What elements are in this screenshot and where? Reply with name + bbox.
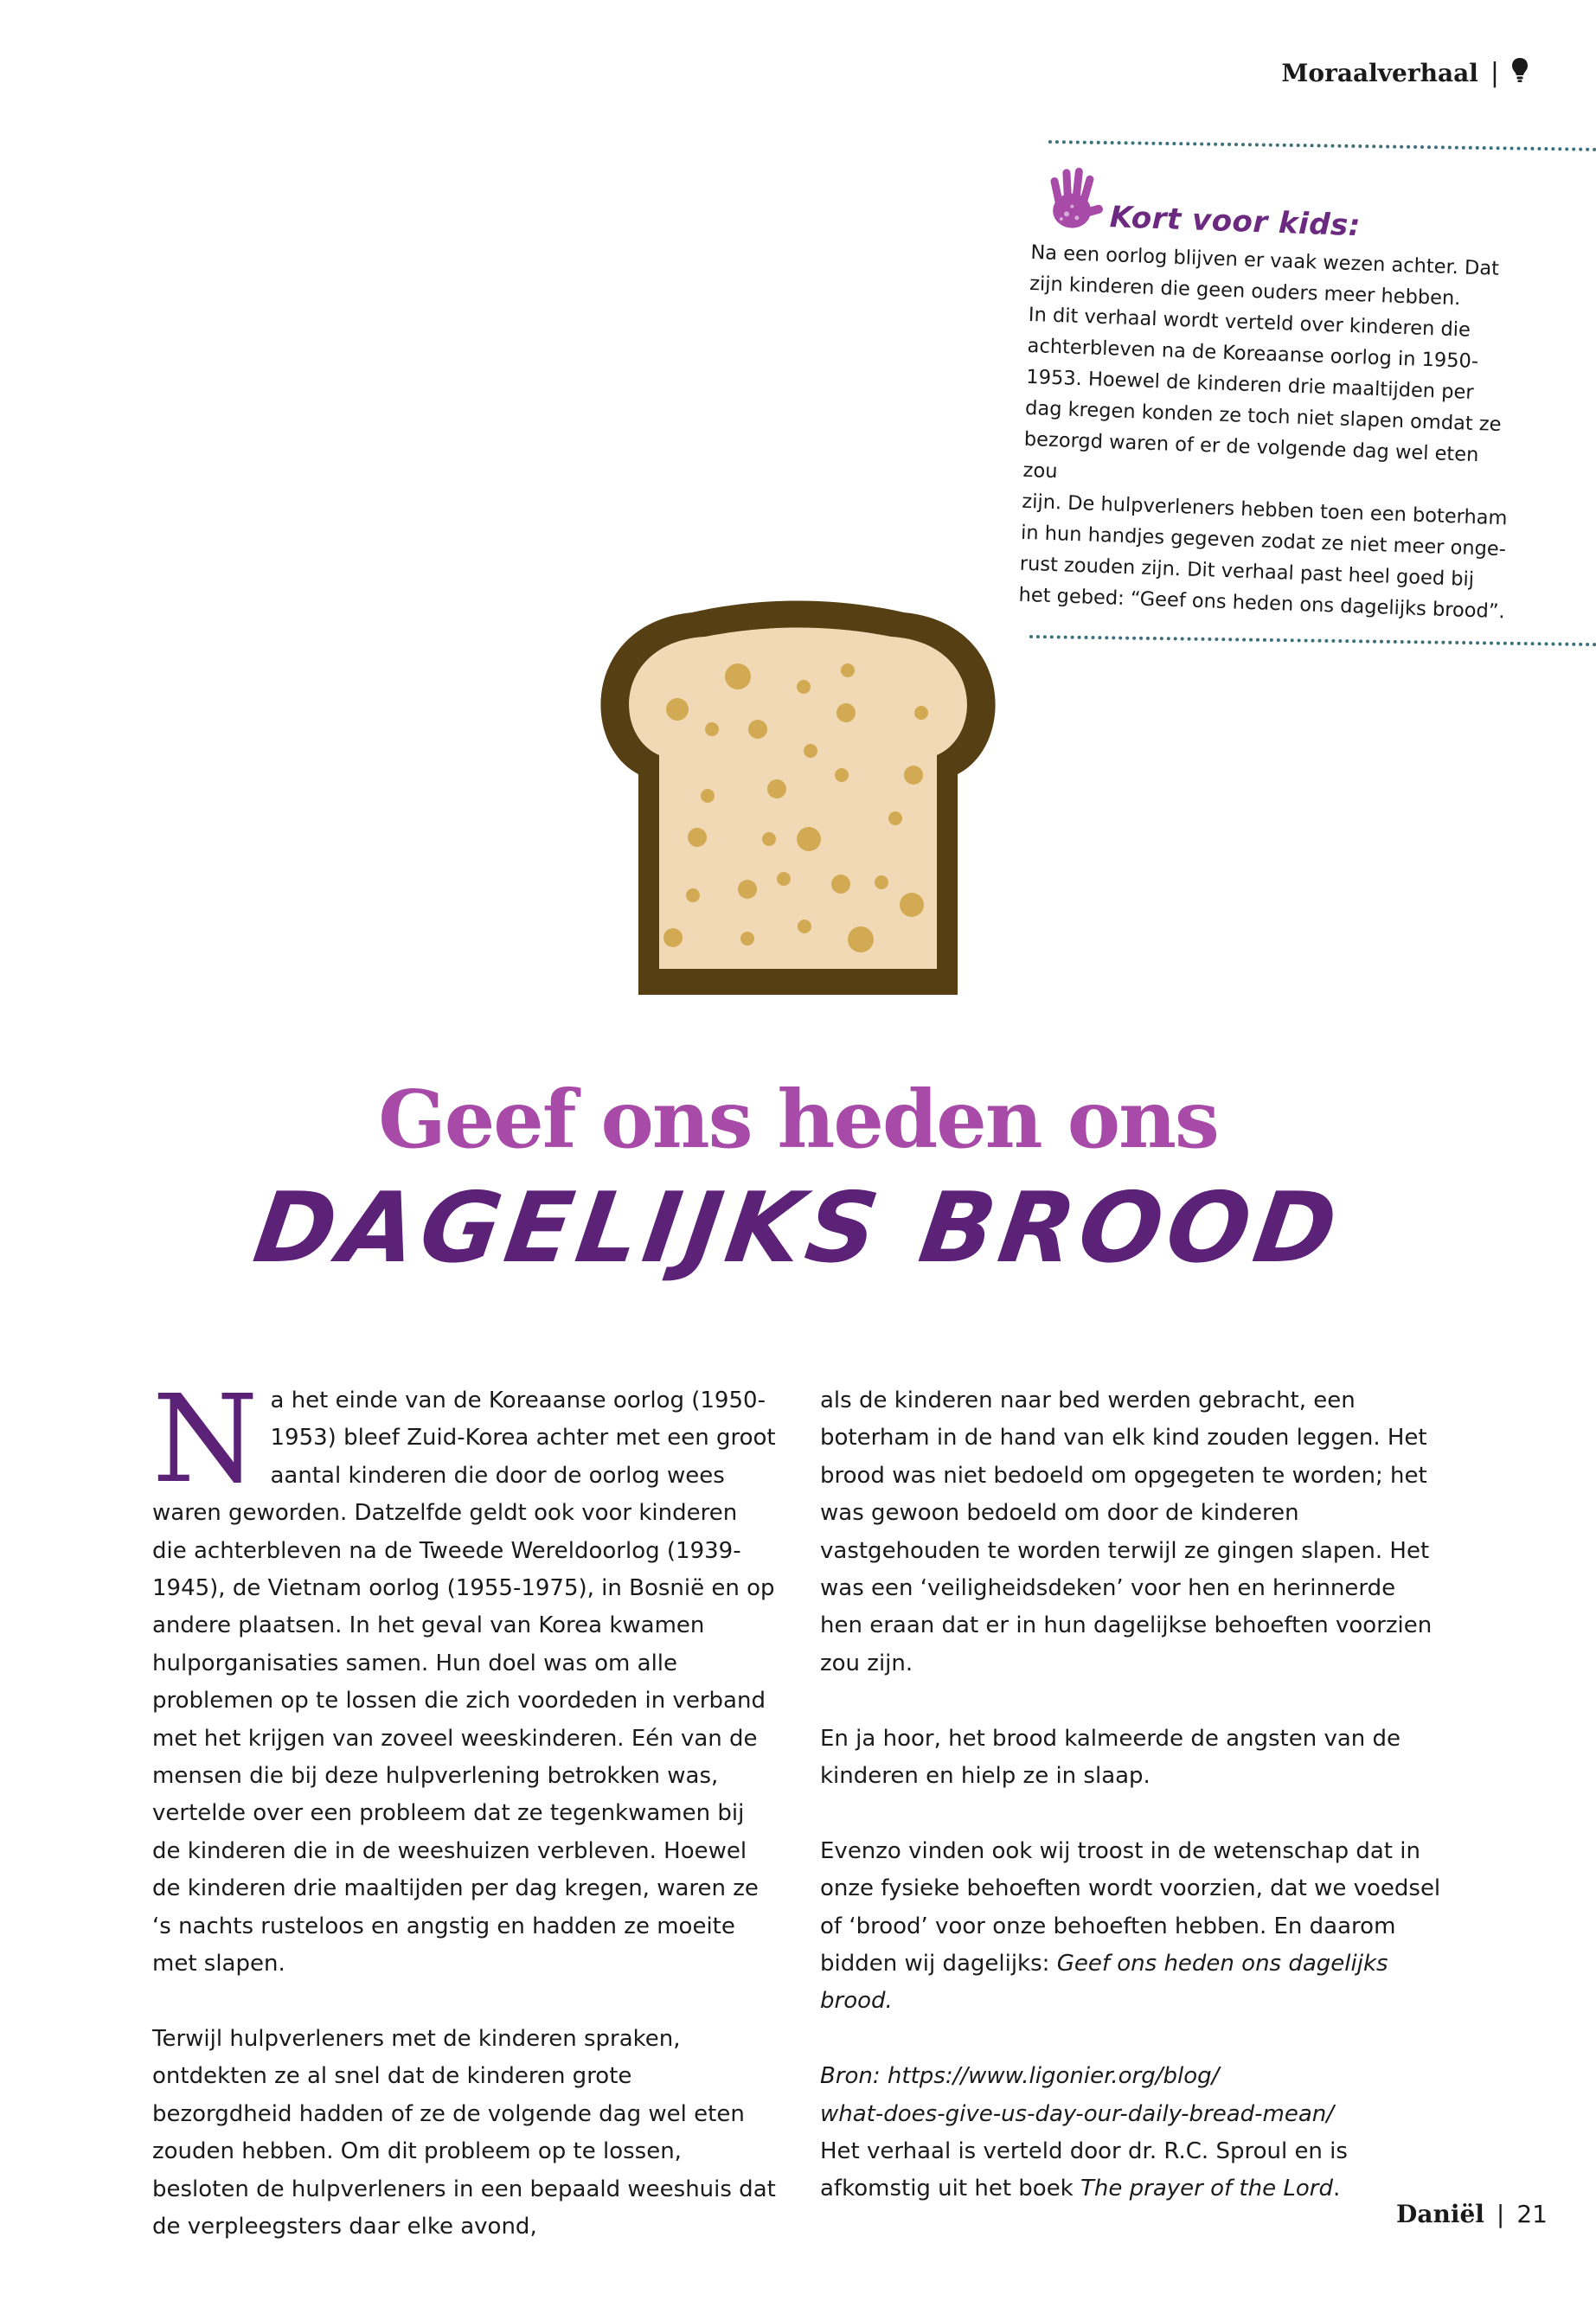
credit-end: . <box>1332 2176 1341 2202</box>
handprint-icon <box>1042 164 1106 237</box>
source-url-line2: what-does-give-us-day-our-daily-bread-mean/ <box>820 2100 1335 2127</box>
article-column-right <box>820 1382 1445 2208</box>
kids-box-line: rust zouden zijn. Dit verhaal past heel goed bij <box>1019 552 1475 592</box>
credit-text: Het verhaal is verteld door dr. R.C. Sproul en is afkomstig uit het boek <box>820 2138 1348 2202</box>
header-separator: | <box>1490 58 1499 88</box>
kids-box-line: zijn. De hulpverleners hebben toen een boterham <box>1021 490 1508 530</box>
book-title: The prayer of the Lord <box>1080 2176 1333 2202</box>
drop-cap: N <box>152 1369 259 1510</box>
article-title: Geef ons heden ons <box>378 1073 1218 1166</box>
magazine-name: Daniël <box>1396 2200 1484 2228</box>
footer-separator: | <box>1496 2200 1505 2228</box>
paragraph-text: Evenzo vinden ook wij troost in de wetenschap dat in onze fysieke behoeften wordt voorzien, dat we voedsel of ‘brood’ voor onze behoeften hebben. En daarom bidden wij dagelijks: <box>820 1837 1441 1977</box>
page-footer <box>1396 2200 1548 2228</box>
kids-box-line: bezorgd waren of er de volgende dag wel eten zou <box>1022 427 1479 484</box>
paragraph-text: a het einde van de Koreaanse oorlog (1950-1953) bleef Zuid-Korea achter met een groot aantal kinderen die door de oorlog wees waren geworden. Datzelfde geldt ook voor kinderen die achterbleven na de Tweede Wereldoorlog (1939-1945), de Vietnam oorlog (1955-1975), in Bosnië en op andere plaatsen. In het geval van Korea kwamen hulporganisaties samen. Hun doel was om alle problemen op te lossen die zich voordeden in verband met het krijgen van zoveel weeskinderen. Eén van de mensen die bij deze hulpverlening betrokken was, vertelde over een probleem dat ze tegenkwamen bij de kinderen die in de weeshuizen verbleven. Hoewel de kinderen drie maaltijden per dag kregen, waren ze ‘s nachts rusteloos en angstig en hadden ze moeite met slapen. <box>152 1388 776 1977</box>
kids-box-line: In dit verhaal wordt verteld over kinderen die <box>1028 303 1471 342</box>
kids-box-line: het gebed: “Geef ons heden ons dagelijks brood”. <box>1018 583 1506 624</box>
bread-illustration <box>588 597 1008 1007</box>
article-paragraph: En ja hoor, het brood kalmeerde de angsten van de kinderen en hielp ze in slaap. <box>820 1725 1401 1790</box>
kids-box-line: zijn kinderen die geen ouders meer hebben. <box>1029 272 1461 311</box>
kids-box-bottom-rule <box>1029 635 1596 646</box>
source-block <box>820 2058 1445 2208</box>
kids-box-line: Na een oorlog blijven er vaak wezen achter. Dat <box>1029 240 1500 280</box>
prayer-quote: Geef ons heden ons dagelijks brood. <box>820 1951 1388 2015</box>
running-header <box>1281 57 1529 89</box>
kids-summary-box <box>1018 164 1527 628</box>
lightbulb-icon <box>1511 57 1529 89</box>
kids-box-title: Kort voor kids: <box>1109 200 1362 244</box>
article-title-brush: DAGELIJKS BROOD <box>247 1172 1349 1285</box>
page-number: 21 <box>1516 2200 1548 2228</box>
article-column-left <box>152 1369 777 2284</box>
article-paragraph <box>152 1369 777 1984</box>
section-label: Moraalverhaal <box>1281 59 1478 87</box>
kids-box-line: in hun handjes gegeven zodat ze niet meer onge- <box>1020 521 1507 561</box>
source-url-line1: Bron: https://www.ligonier.org/blog/ <box>820 2063 1220 2090</box>
kids-box-text <box>1018 237 1524 628</box>
article-paragraph: als de kinderen naar bed werden gebracht, een boterham in de hand van elk kind zouden leggen. Het brood was niet bedoeld om opgegeten te worden; het was gewoon bedoeld om door de kinderen vastgehouden te worden terwijl ze gingen slapen. Het was een ‘veiligheidsdeken’ voor hen en herinnerde hen eraan dat er in hun dagelijkse behoeften voorzien zou zijn. <box>820 1388 1433 1676</box>
kids-box-line: achterbleven na de Koreaanse oorlog in 1950- <box>1027 334 1479 374</box>
kids-box-line: dag kregen konden ze toch niet slapen omdat ze <box>1024 396 1502 437</box>
article-paragraph <box>820 1833 1445 2021</box>
kids-box-top-rule <box>1048 140 1596 151</box>
kids-box-line: 1953. Hoewel de kinderen drie maaltijden per <box>1025 365 1475 404</box>
article-paragraph: Terwijl hulpverleners met de kinderen spraken, ontdekten ze al snel dat de kinderen grote bezorgdheid hadden of ze de volgende dag wel eten zouden hebben. Om dit probleem op te lossen, besloten de hulpverleners in een bepaald weeshuis dat de verpleegsters daar elke avond, <box>152 2025 776 2240</box>
